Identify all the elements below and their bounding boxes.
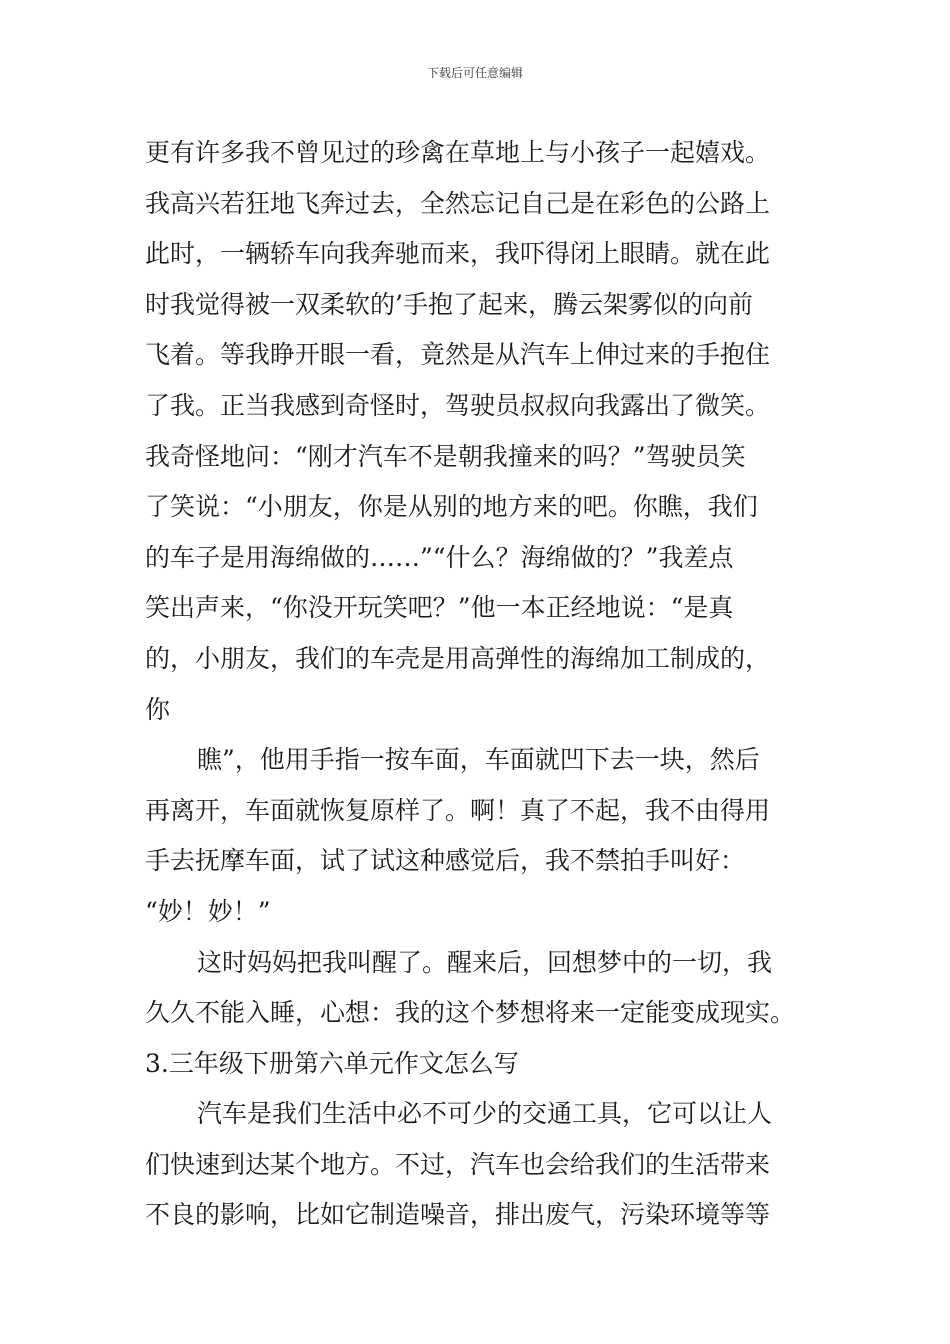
page-header: 下载后可任意编辑 [426,66,523,80]
text-line: 了我。正当我感到奇怪时，驾驶员叔叔向我露出了微笑。 [145,390,771,420]
text-line: 了笑说：“小朋友，你是从别的地方来的吧。你瞧，我们 [145,492,758,522]
text-line: 时我觉得被一双柔软的’手抱了起来，腾云架雾似的向前 [145,289,753,319]
text-line: 的车子是用海绵做的……”“什么？海绵做的？”我差点 [145,542,734,572]
text-line: 更有许多我不曾见过的珍禽在草地上与小孩子一起嬉戏。 [145,138,771,167]
text-line: 手去抚摩车面，试了试这种感觉后，我不禁拍手叫好： [145,846,746,876]
text-line: “妙！妙！” [145,896,271,926]
text-line: 我高兴若狂地飞奔过去，全然忘记自己是在彩色的公路上 [145,188,771,218]
text-line: 我奇怪地问：“刚才汽车不是朝我撞来的吗？”驾驶员笑 [145,441,746,471]
text-line: 们快速到达某个地方。不过，汽车也会给我们的生活带来 [145,1149,771,1179]
text-line: 再离开，车面就恢复原样了。啊！真了不起，我不由得用 [145,795,771,825]
text-line: 此时，一辆轿车向我奔驰而来，我吓得闭上眼睛。就在此 [145,239,771,269]
text-line: 不良的影响，比如它制造噪音，排出废气，污染环境等等 [145,1200,771,1230]
document-body [145,128,815,1241]
text-line: 久久不能入睡，心想：我的这个梦想将来一定能变成现实。 [145,998,796,1028]
text-line: 3.三年级下册第六单元作文怎么写 [145,1048,519,1078]
text-line: 汽车是我们生活中必不可少的交通工具，它可以让人 [197,1099,773,1129]
text-line: 笑出声来，“你没开玩笑吧？”他一本正经地说：“是真 [145,593,734,623]
text-line: 瞧”，他用手指一按车面，车面就凹下去一块，然后 [197,745,760,775]
text-line: 飞着。等我睁开眼一看，竟然是从汽车上伸过来的手抱住 [145,340,771,370]
text-line: 这时妈妈把我叫醒了。醒来后，回想梦中的一切，我 [197,947,773,977]
text-line: 的，小朋友，我们的车壳是用高弹性的海绵加工制成的， [145,643,771,673]
text-line: 你 [145,694,171,724]
